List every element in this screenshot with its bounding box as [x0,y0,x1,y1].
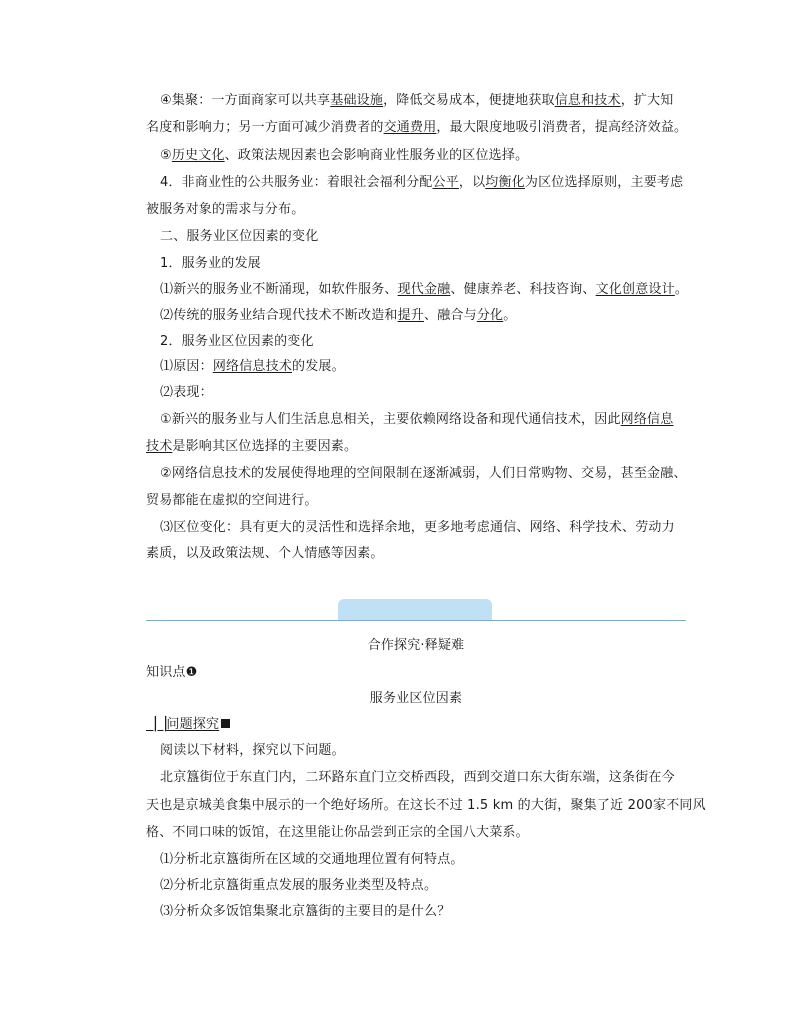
inquiry-label: 问题探究 [166,717,220,732]
agglomeration-line-1: ④集聚：一方面商家可以共享基础设施，降低交易成本，便捷地获取信息和技术，扩大知 [160,93,674,108]
manifestation-1-line-1: ①新兴的服务业与人们生活息息相关，主要依赖网络设备和现代通信技术，因此网络信息 [160,412,674,427]
reason-line: ⑴原因：网络信息技术的发展。 [160,359,345,374]
location-change-line-1: ⑶区位变化：具有更大的灵活性和选择余地，更多地考虑通信、网络、科学技术、劳动力 [160,520,675,535]
manifestation-1-line-2: 技术是影响其区位选择的主要因素。 [146,439,358,454]
manifestation-label: ⑵表现： [160,385,213,400]
history-culture-line: ⑤历史文化、政策法规因素也会影响商业性服务业的区位选择。 [160,148,529,163]
question-1: ⑴分析北京簋街所在区域的交通地理位置有何特点。 [160,852,464,867]
public-service-line-1: 4．非商业性的公共服务业：着眼社会福利分配公平，以均衡化为区位选择原则，主要考虑 [160,175,684,190]
square-icon [221,719,230,728]
section-divider-tab [338,599,492,620]
manifestation-2-line-1: ②网络信息技术的发展使得地理的空间限制在逐渐减弱，人们日常购物、交易，甚至金融、 [160,466,687,481]
public-service-line-2: 被服务对象的需求与分布。 [146,202,305,217]
location-change-line-2: 素质，以及政策法规、个人情感等因素。 [146,546,384,561]
traditional-services-line: ⑵传统的服务业结合现代技术不断改造和提升、融合与分化。 [160,308,517,323]
manifestation-2-line-2: 贸易都能在虚拟的空间进行。 [146,493,318,508]
new-services-line: ⑴新兴的服务业不断涌现，如软件服务、现代金融、健康养老、科技咨询、文化创意设计。 [160,282,689,297]
knowledge-point-label: 知识点❶ [146,665,198,680]
material-line-3: 格、不同口味的饭馆，在这里能让你品尝到正宗的全国八大菜系。 [146,825,529,840]
inquiry-prefix: ▕▕ [146,717,167,732]
question-3: ⑶分析众多饭馆集聚北京簋街的主要目的是什么？ [160,904,451,919]
material-line-1: 北京簋街位于东直门内，二环路东直门立交桥西段，西到交道口东大街东端，这条街在今 [160,770,675,785]
subheading-development: 1．服务业的发展 [160,256,261,271]
inquiry-heading [146,716,686,734]
agglomeration-line-2: 名度和影响力；另一方面可减少消费者的交通费用，最大限度地吸引消费者，提高经济效益。 [146,120,688,135]
subheading-change: 2．服务业区位因素的变化 [160,334,314,349]
intro-line: 阅读以下材料，探究以下问题。 [160,743,345,758]
knowledge-point-title: 服务业区位因素 [369,691,463,706]
section-divider-line [146,620,686,621]
section-heading-2: 二、服务业区位因素的变化 [160,229,319,244]
section-title: 合作探究·释疑难 [367,638,465,653]
material-line-2: 天也是京城美食集中展示的一个绝好场所。在这长不过 1.5 km 的大街，聚集了近 200家不同风 [146,798,706,813]
question-2: ⑵分析北京簋街重点发展的服务业类型及特点。 [160,878,438,893]
